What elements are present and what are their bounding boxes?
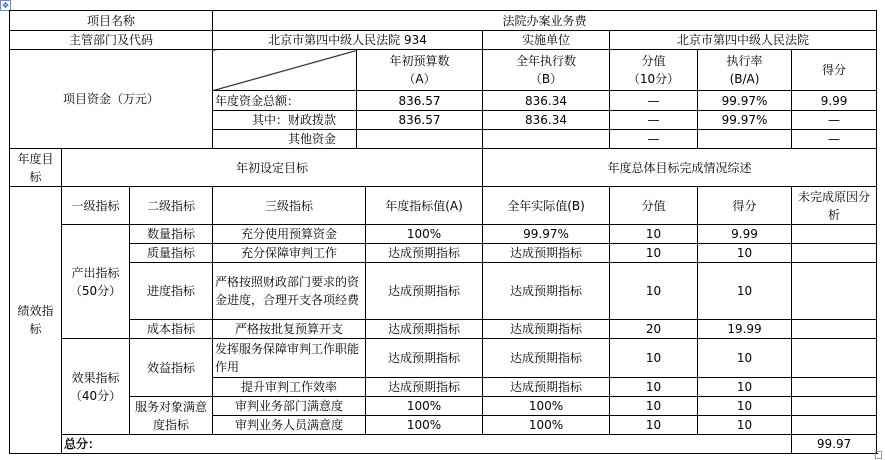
l2: 服务对象满意度指标 [130,397,213,435]
l3: 充分使用预算资金 [213,225,366,244]
b: 达成预期指标 [483,378,610,397]
col-header: 一级指标 [62,187,130,225]
fund-score-value: — [610,91,698,111]
goal-set: 年初设定目标 [62,149,483,187]
col-header: 二级指标 [130,187,213,225]
s: 19.99 [698,320,792,339]
perf-label: 绩效指标 [10,187,62,454]
reason [792,244,877,263]
funds-label: 项目资金（万元） [10,50,213,149]
l3: 审判业务人员满意度 [213,416,366,435]
l3: 审判业务部门满意度 [213,397,366,416]
v: 10 [610,339,698,378]
effect-label: 效果指标（40分） [62,339,130,435]
reason [792,416,877,435]
l3: 严格按批复预算开支 [213,320,366,339]
table-row [10,339,877,378]
v: 10 [610,244,698,263]
fund-b: 836.34 [483,91,610,111]
impl-value: 北京市第四中级人民法院 [610,31,877,50]
header-budget: 年初预算数 （A） [357,50,483,91]
fund-name: 其他资金 [213,130,357,149]
fund-score: — [792,111,877,130]
fund-rate [698,130,792,149]
b: 达成预期指标 [483,263,610,320]
fund-a [357,130,483,149]
dept-value: 北京市第四中级人民法院 934 [213,31,483,50]
a: 100% [366,225,483,244]
s: 10 [698,416,792,435]
s: 10 [698,244,792,263]
goal-summary: 年度总体目标完成情况综述 [483,149,877,187]
reason [792,397,877,416]
goal-label: 年度目标 [10,149,62,187]
reason [792,320,877,339]
a: 达成预期指标 [366,339,483,378]
table-row [10,225,877,244]
reason [792,225,877,244]
fund-score-value: — [610,130,698,149]
v: 10 [610,378,698,397]
fund-score-value: — [610,111,698,130]
table-move-handle-icon[interactable]: ✥ [0,0,11,11]
b: 达成预期指标 [483,339,610,378]
b: 达成预期指标 [483,320,610,339]
s: 10 [698,263,792,320]
dept-label: 主管部门及代码 [10,31,213,50]
v: 10 [610,225,698,244]
l2: 效益指标 [130,339,213,397]
fund-a: 836.57 [357,111,483,130]
fund-name: 年度资金总额： [213,91,357,111]
col-header: 未完成原因分析 [792,187,877,225]
table-row [10,244,877,263]
b: 达成预期指标 [483,244,610,263]
table-row [10,263,877,320]
a: 达成预期指标 [366,378,483,397]
col-header: 年度指标值(A) [366,187,483,225]
l3: 发挥服务保障审判工作职能作用 [213,339,366,378]
v: 10 [610,263,698,320]
diagonal-cell [213,50,357,91]
total-label: 总分： [62,435,792,454]
b: 99.97% [483,225,610,244]
l2: 进度指标 [130,263,213,320]
s: 10 [698,378,792,397]
fund-score: 9.99 [792,91,877,111]
col-header: 三级指标 [213,187,366,225]
table-row [10,320,877,339]
reason [792,339,877,378]
output-label: 产出指标（50分） [62,225,130,339]
s: 10 [698,397,792,416]
l2: 成本指标 [130,320,213,339]
v: 10 [610,416,698,435]
s: 9.99 [698,225,792,244]
col-header: 全年实际值(B) [483,187,610,225]
a: 100% [366,397,483,416]
a: 达成预期指标 [366,244,483,263]
a: 达成预期指标 [366,263,483,320]
a: 达成预期指标 [366,320,483,339]
reason [792,263,877,320]
total-score: 99.97 [792,435,877,454]
fund-b: 836.34 [483,111,610,130]
fund-b [483,130,610,149]
fund-rate: 99.97% [698,91,792,111]
header-exec: 全年执行数 （B） [483,50,610,91]
table-row [10,397,877,416]
a: 100% [366,416,483,435]
performance-table [9,10,877,454]
l3: 提升审判工作效率 [213,378,366,397]
s: 10 [698,339,792,378]
header-score: 得分 [792,50,877,91]
l2: 数量指标 [130,225,213,244]
col-header: 得分 [698,187,792,225]
project-name-label: 项目名称 [10,11,213,31]
header-score-value: 分值 （10分） [610,50,698,91]
impl-label: 实施单位 [483,31,610,50]
fund-a: 836.57 [357,91,483,111]
l2: 质量指标 [130,244,213,263]
reason [792,378,877,397]
fund-score: — [792,130,877,149]
header-rate: 执行率 (B/A) [698,50,792,91]
end-of-table-marker [875,451,882,459]
project-name: 法院办案业务费 [213,11,877,31]
fund-name: 其中：财政拨款 [213,111,357,130]
col-header: 分值 [610,187,698,225]
b: 100% [483,397,610,416]
v: 20 [610,320,698,339]
fund-rate: 99.97% [698,111,792,130]
l3: 充分保障审判工作 [213,244,366,263]
l3: 严格按照财政部门要求的资金进度，合理开支各项经费 [213,263,366,320]
b: 100% [483,416,610,435]
v: 10 [610,397,698,416]
